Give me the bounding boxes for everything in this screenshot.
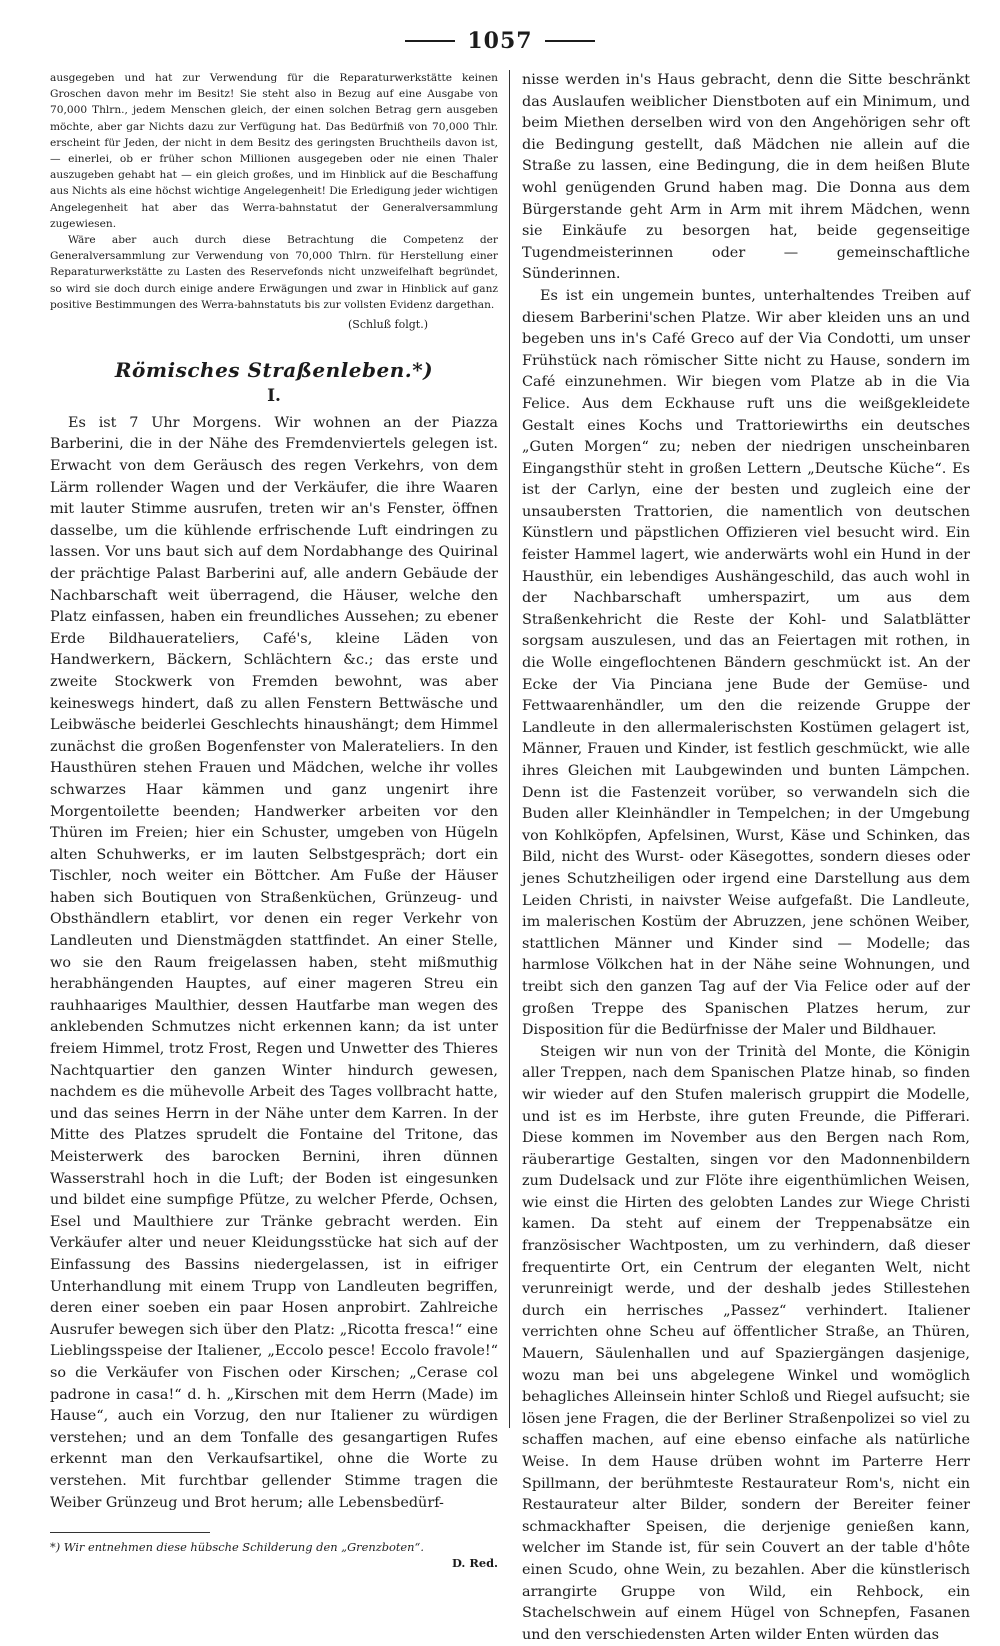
page-number: 1057 [467,28,533,54]
left-column [50,70,498,1571]
right-column [522,70,970,1643]
footnote-rule [50,1532,210,1533]
section-number: I. [267,386,281,407]
article-paragraph-2: nisse werden in's Haus gebracht, denn die Sitte beschränkt das Auslaufen weiblicher Dienstboten auf ein Minimum, und beim Miethen derselben wird von den Angehörigen sehr oft die Bedingung gestellt, daß Mädchen nie allein auf die Straße zu lassen, eine Bedingung, die in dem heißen Blute wohl genügenden Grund haben mag. Die Donna aus dem Bürgerstande geht Arm in Arm mit ihrem Mädchen, wenn sie Einkäufe zu besorgen hat, beide gegenseitige Tugendmeisterinnen oder — gemeinschaftliche Sünderinnen. [522,72,970,283]
article-paragraph-3: Es ist ein ungemein buntes, unterhaltendes Treiben auf diesem Barberini'schen Platze. Wir aber kleiden uns an und begeben uns in's Café Greco auf der Via Condotti, um unser Frühstück nach römischer Sitte nicht zu Hause, sondern im Café einzunehmen. Wir biegen vom Platze ab in die Via Felice. Aus dem Eckhause ruft uns die weißgekleidete Gestalt eines Kochs und Trattoriewirths ein deutsches „Guten Morgen“ zu; neben der niedrigen unscheinbaren Eingangsthür steht in großen Lettern „Deutsche Küche“. Es ist der Carlyn, eine der besten und zugleich eine der unsaubersten Trattorien, die namentlich von deutschen Künstlern und päpstlichen Offizieren viel besucht wird. Ein feister Hammel lagert, wie anderwärts wohl ein Hund in der Hausthür, ein lebendiges Aushängeschild, das auch wohl in der Nachbarschaft umherspazirt, um aus dem Straßenkehricht die Reste der Kohl- und Salatblätter sorgsam auszulesen, und das an Feiertagen mit rothen, in die Wolle eingeflochtenen Bändern geschmückt ist. An der Ecke der Via Pinciana jene Bude der Gemüse- und Fettwaarenhändler, um den die reizende Gruppe der Landleute in den allermalerischsten Kostümen gelagert ist, Männer, Frauen und Kinder, ist festlich geschmückt, wie alle ihres Gleichen mit Laubgewinden und bunten Lämpchen. Denn ist die Fastenzeit vorüber, so verwandeln sich die Buden aller Kleinhändler in Tempelchen; in der Umgebung von Kohlköpfen, Apfelsinen, Wurst, Käse und Schinken, das Bild, nicht des Wurst- oder Käsegottes, sondern dieses oder jenes Schutzheiligen oder irgend eine Darstellung aus dem Leiden Christi, in naivster Weise aufgefaßt. Die Landleute, im malerischen Kostüm der Abruzzen, jene schönen Weiber, stattlichen Männer und Kinder sind — Modelle; das harmlose Völkchen hat in der Nähe seine Wohnungen, und treibt sich den ganzen Tag auf der Via Felice oder auf der großen Treppe des Spanischen Platzes herum, zur Disposition für die Bedürfnisse der Maler und Bildhauer. [522,287,970,1039]
page-header [0,26,1000,56]
article-body-left [50,413,498,1514]
continuation-paragraph-2: Wäre aber auch durch diese Betrachtung die Competenz der Generalversammlung zur Verwendung von 70,000 Thlrn. für Herstellung einer Reparaturwerkstätte zu Lasten des Reservefonds nicht unzweifelhaft begründet, so wird sie doch durch einige andere Erwägungen und zwar in Hinblick auf ganz positive Bestimmungen des Werra-bahnstatuts bis zur vollsten Evidenz dargethan. [50,234,498,311]
footnote [50,1539,498,1571]
spacer [50,336,498,354]
continuation-note: (Schluß folgt.) [348,318,428,332]
article-title: Römisches Straßenleben.*) [114,357,434,382]
footnote-signature: D. Red. [451,1556,498,1571]
article-paragraph-4: Steigen wir nun von der Trinità del Monte, die Königin aller Treppen, nach dem Spanischen Platze hinab, so finden wir wieder auf den Stufen malerisch gruppirt die Modelle, und ist es im Herbste, ihre guten Freunde, die Pifferari. Diese kommen im November aus den Bergen nach Rom, räuberartige Gestalten, singen vor den Madonnenbildern zum Dudelsack und zur Flöte ihre eigenthümlichen Weisen, wie einst die Hirten des gelobten Landes zur Wiege Christi kamen. Da steht auf einem der Treppenabsätze ein französischer Wachtposten, um zu verhindern, daß dieser frequentirte Ort, ein Centrum der eleganten Welt, nicht verunreinigt werde, und der deshalb jedes Stillestehen durch ein herrisches „Passez“ verhindert. Italiener verrichten ohne Scheu auf öffentlicher Straße, an Thüren, Mauern, Säulenhallen und auf Spaziergängen dasjenige, wozu man bei uns abgelegene Winkel und womöglich behagliches Alleinsein hinter Schloß und Riegel aufsucht; sie lösen jene Fragen, die der Berliner Straßenpolizei so viel zu schaffen machen, auf eine ebenso einfache als natürliche Weise. In dem Hause drüben wohnt im Parterre Herr Spillmann, der berühmteste Restaurateur Rom's, nicht ein Restaurateur alter Bilder, sondern der Bereiter feiner schmackhafter Speisen, die derjenige genießen kann, welcher im Stande ist, für sein Couvert an der table d'hôte einen Scudo, ohne Wein, zu bezahlen. Aber die künstlerisch arrangirte Gruppe von Wild, ein Rehbock, ein Stachelschwein auf einem Hügel von Schnepfen, Fasanen und den verschiedensten Arten wilder Enten würden das [522,1043,970,1643]
header-rule-left [405,40,455,42]
article-paragraph-1: Es ist 7 Uhr Morgens. Wir wohnen an der Piazza Barberini, die in der Nähe des Fremdenviertels gelegen ist. Erwacht von dem Geräusch des regen Verkehrs, von dem Lärm rollender Wagen und der Verkäufer, die ihre Waaren mit lauter Stimme ausrufen, treten wir an's Fenster, öffnen dasselbe, um die kühlende erfrischende Luft eindringen zu lassen. Vor uns baut sich auf dem Nordabhange des Quirinal der prächtige Palast Barberini auf, alle andern Gebäude der Nachbarschaft weit überragend, die Häuser, welche den Platz einfassen, haben ein freundliches Aussehen; zu ebener Erde Bildhauerateliers, Café's, kleine Läden von Handwerkern, Bäckern, Schlächtern &c.; das erste und zweite Stockwerk von Fremden bewohnt, was aber keineswegs hindert, daß zu allen Fenstern Bettwäsche und Leibwäsche beiderlei Geschlechts hinaushängt; dem Himmel zunächst die großen Bogenfenster von Malerateliers. In den Hausthüren stehen Frauen und Mädchen, welche ihr volles schwarzes Haar kämmen und ganz ungenirt ihre Morgentoilette beenden; Handwerker arbeiten vor den Thüren im Freien; hier ein Schuster, umgeben von Hügeln alten Schuhwerks, er im lauten Selbstgespräch; dort ein Tischler, noch weiter ein Böttcher. Am Fuße der Häuser haben sich Boutiquen von Straßenküchen, Grünzeug- und Obsthändlern etablirt, vor denen ein reger Verkehr von Landleuten und Dienstmägden stattfindet. An einer Stelle, wo sie den Raum freigelassen haben, steht mißmuthig herabhängenden Hauptes, auf einer mageren Streu ein rauhhaariges Maulthier, dessen Hautfarbe man wegen des anklebenden Schmutzes nicht erkennen kann; da ist unter freiem Himmel, trotz Frost, Regen und Unwetter des Thieres Nachtquartier den ganzen Winter hindurch gewesen, nachdem es die mühevolle Arbeit des Tages vollbracht hatte, und das seines Herrn in der Nähe unter dem Karren. In der Mitte des Platzes sprudelt die Fontaine del Tritone, das Meisterwerk des barocken Bernini, ihren dünnen Wasserstrahl hoch in die Luft; der Boden ist eingesunken und bildet eine sumpfige Pfütze, zu welcher Pferde, Ochsen, Esel und Maulthiere zur Tränke gebracht werden. Ein Verkäufer alter und neuer Kleidungsstücke hat sich auf der Einfassung des Bassins niedergelassen, ist in eifriger Unterhandlung mit einem Trupp von Landleuten begriffen, deren einer soeben ein paar Hosen anprobirt. Zahlreiche Ausrufer bewegen sich über den Platz: „Ricotta fresca!“ eine Lieblingsspeise der Italiener, „Eccolo pesce! Eccolo fravole!“ so die Verkäufer von Fischen oder Kirschen; „Cerase col padrone in casa!“ d. h. „Kirschen mit dem Herrn (Made) im Hause“, auch ein Vorzug, den nur Italiener zu würdigen verstehen; und an dem Tonfalle des gesangartigen Rufes erkennt man den Verkaufsartikel, ohne die Worte zu verstehen. Mit furchtbar gellender Stimme tragen die Weiber Grünzeug und Brot herum; alle Lebensbedürf- [50,414,498,1511]
previous-article-continuation [50,70,498,313]
column-divider [509,70,510,1428]
footnote-text: *) Wir entnehmen diese hübsche Schilderung den „Grenzboten“. [50,1540,424,1555]
header-rule-right [545,40,595,42]
continuation-paragraph-1: ausgegeben und hat zur Verwendung für die Reparaturwerkstätte keinen Groschen davon mehr im Besitz! Sie steht also in Bezug auf eine Ausgabe von 70,000 Thlrn., jedem Menschen gleich, der einen solchen Betrag gern ausgeben möchte, aber gar Nichts dazu zur Verfügung hat. Das Bedürfniß von 70,000 Thlr. erscheint für Jeden, der nicht in dem Besitz des geringsten Bruchtheils davon ist, — einerlei, ob er früher schon Millionen ausgegeben oder nie einen Thaler auszugeben gehabt hat — ein gleich großes, und im Hinblick auf die Beschaffung aus Nichts als eine höchst wichtige Angelegenheit! Die Erledigung jeder wichtigen Angelegenheit hat aber das Werra-bahnstatut der Generalversammlung zugewiesen. [50,72,498,230]
